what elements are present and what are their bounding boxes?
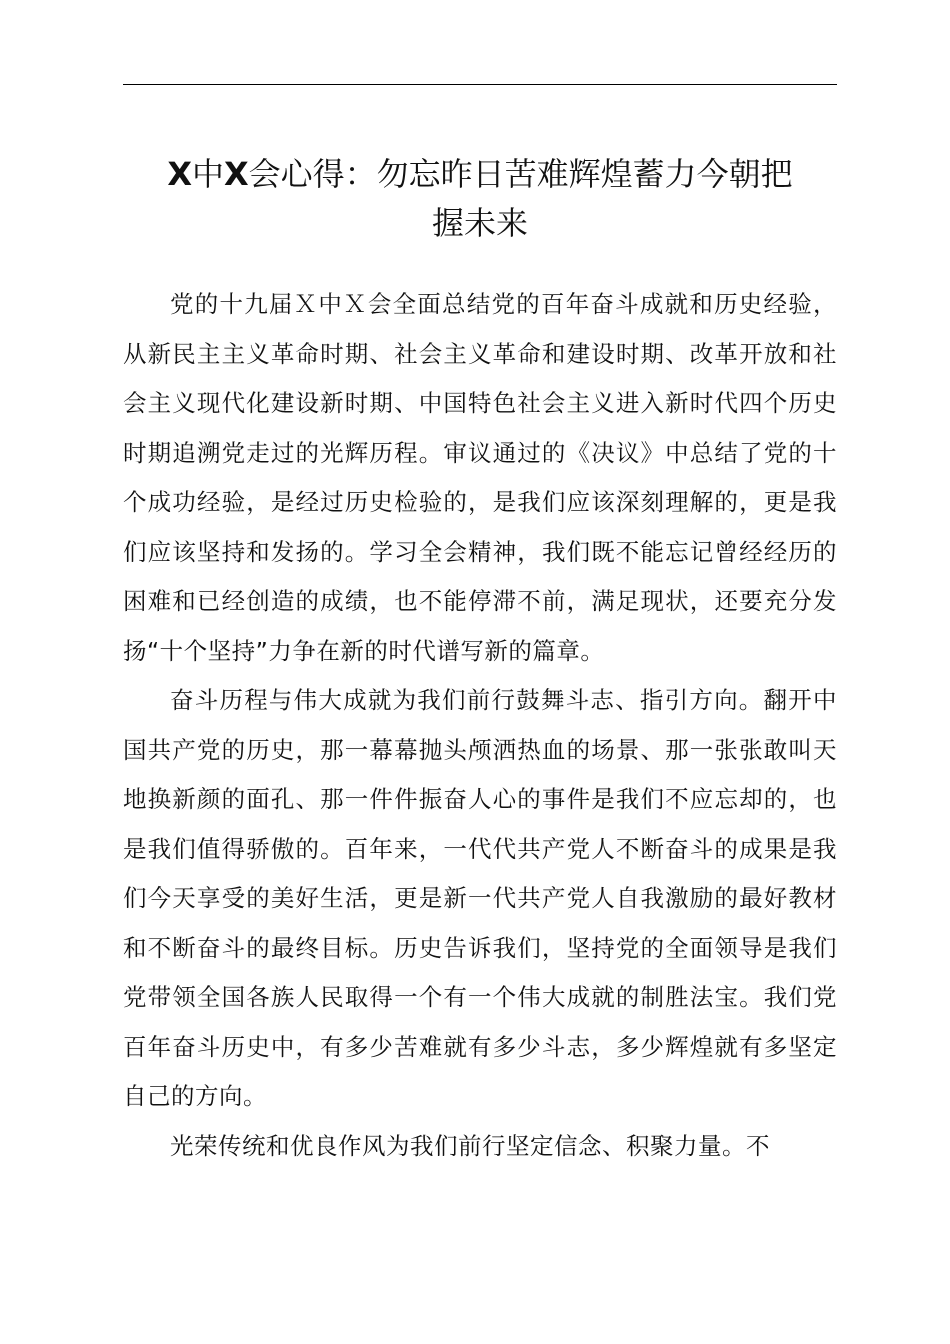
text-line: 断奋斗的成果是我们今天享受的美好生活，更是新一代共产党 bbox=[123, 834, 837, 912]
text-line: 党的十九届Ｘ中Ｘ会全面总结党的百年奋斗成就和历史经 bbox=[170, 290, 789, 318]
title-part-rest: 会心得：勿忘昨日苦难辉煌蓄力今朝把 bbox=[248, 155, 793, 193]
text-line: 谱写新的篇章。 bbox=[436, 636, 605, 665]
text-line: 光荣传统和优良作风为我们前行坚定信念、积聚力量。不 bbox=[170, 1131, 770, 1160]
paragraph-1 bbox=[123, 280, 837, 676]
text-line: 议》中总结了党的十个成功经验，是经过历史检验的，是我们 bbox=[123, 438, 838, 516]
title-part-x1: X bbox=[167, 155, 192, 193]
text-line: 应忘却的，也是我们值得骄傲的。百年来，一代代共产党人不 bbox=[123, 785, 838, 863]
text-line: 时代四个历史时期追溯党走过的光辉历程。审议通过的《决 bbox=[123, 389, 838, 467]
title-line-2: 握未来 bbox=[431, 204, 528, 242]
document-title bbox=[123, 150, 837, 248]
text-line: 有多少斗志，多少辉煌就有多坚定自己的方向。 bbox=[123, 1032, 837, 1110]
title-part-zhong: 中 bbox=[191, 155, 224, 193]
paragraph-3 bbox=[123, 1122, 837, 1172]
text-line: 奋斗历程与伟大成就为我们前行鼓舞斗志、指引方向。翻 bbox=[170, 686, 789, 714]
text-line: 人自我激励的最好教材和不断奋斗的最终目标。历史告诉我们， bbox=[123, 884, 838, 962]
text-line: 坚持党的全面领导是我们党带领全国各族人民取得一个有一个 bbox=[123, 933, 838, 1011]
header-rule bbox=[123, 84, 837, 85]
text-line: 滞不前，满足现状，还要充分发扬“十个坚持”力争在新的时代 bbox=[123, 587, 838, 665]
paragraph-2 bbox=[123, 676, 837, 1122]
text-line: 开放和社会主义现代化建设新时期、中国特色社会主义进入新 bbox=[123, 339, 838, 417]
document-body bbox=[123, 280, 837, 1171]
text-line: 我们既不能忘记曾经经历的困难和已经创造的成绩，也不能停 bbox=[123, 537, 838, 615]
text-line: 张敢叫天地换新颜的面孔、那一件件振奋人心的事件是我们不 bbox=[123, 735, 838, 813]
title-part-x2: X bbox=[224, 155, 249, 193]
text-line: 伟大成就的制胜法宝。我们党百年奋斗历史中，有多少苦难就 bbox=[123, 983, 838, 1061]
text-line: 验，从新民主主义革命时期、社会主义革命和建设时期、改革 bbox=[123, 290, 838, 368]
text-line: 应该深刻理解的，更是我们应该坚持和发扬的。学习全会精神， bbox=[123, 488, 838, 566]
text-line: 开中国共产党的历史，那一幕幕抛头颅洒热血的场景、那一张 bbox=[123, 686, 838, 764]
